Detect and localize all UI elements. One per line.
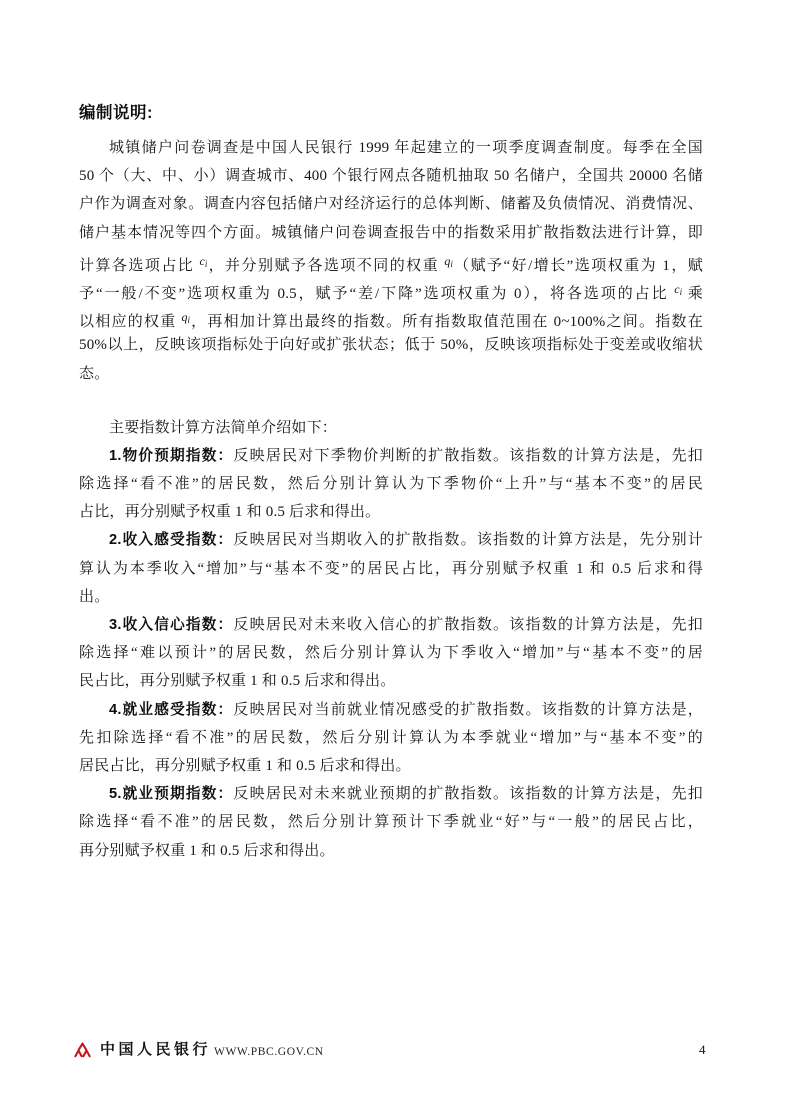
- text-line: 予“一般/不变”选项权重为 0.5，赋予“差/下降”选项权重为 0），将各选项的占比 $^{ci}$ 乘: [79, 281, 703, 302]
- item-employment-expectation: [79, 780, 703, 865]
- para-overview: [79, 134, 703, 388]
- text-line: 户作为调查对象。调查内容包括储户对经济运行的总体判断、储蓄及负债情况、消费情况、: [79, 196, 703, 213]
- item-price-expectation: [79, 442, 703, 527]
- text-line: 50%以上，反映该项指标处于向好或扩张状态；低于 50%，反映该项指标处于变差或收缩状: [79, 337, 703, 354]
- page-title: 编制说明:: [79, 104, 153, 122]
- math-variable: ci: [674, 281, 683, 297]
- math-variable: qi: [181, 310, 191, 326]
- text-line: 50 个（大、中、小）调查城市、400 个银行网点各随机抽取 50 名储户，全国共 20000 名储: [79, 168, 703, 185]
- item-income-confidence: [79, 611, 703, 696]
- text-line: 态。: [79, 365, 110, 382]
- text-line: 出。: [79, 588, 110, 605]
- item-employment-perception: [79, 696, 703, 781]
- text-line: 算认为本季收入“增加”与“基本不变”的居民占比，再分别赋予权重 1 和 0.5 后求和得: [79, 560, 703, 577]
- text-line: 居民占比，再分别赋予权重 1 和 0.5 后求和得出。: [79, 757, 411, 774]
- math-variable: qi: [444, 253, 453, 269]
- text-line: 2.收入感受指数：反映居民对当期收入的扩散指数。该指数的计算方法是，先分别计: [109, 532, 703, 549]
- math-variable: ci: [199, 253, 208, 269]
- para-methods-intro: [79, 414, 703, 442]
- text-line: 4.就业感受指数：反映居民对当前就业情况感受的扩散指数。该指数的计算方法是，: [109, 701, 703, 718]
- pbc-logo-icon: [74, 1042, 91, 1058]
- bank-name: 中国人民银行: [100, 1042, 212, 1058]
- text-line: 除选择“看不准”的居民数，然后分别计算认为下季物价“上升”与“基本不变”的居民: [79, 476, 703, 493]
- page-footer: [0, 1040, 787, 1064]
- text-line: 计算各选项占比 $^{ci}$，并分别赋予各选项不同的权重 $^{qi}$（赋予“好/增长”选项权重为 1，赋: [79, 253, 703, 274]
- text-line: 3.收入信心指数：反映居民对未来收入信心的扩散指数。该指数的计算方法是，先扣: [109, 617, 703, 633]
- text-line: 1.物价预期指数：反映居民对下季物价判断的扩散指数。该指数的计算方法是，先扣: [109, 447, 703, 464]
- text-line: 除选择“看不准”的居民数，然后分别计算预计下季就业“好”与“一般”的居民占比，: [79, 814, 703, 831]
- text-line: 储户基本情况等四个方面。城镇储户问卷调查报告中的指数采用扩散指数法进行计算，即: [79, 224, 703, 241]
- document-body: [79, 134, 703, 865]
- text-line: 再分别赋予权重 1 和 0.5 后求和得出。: [79, 842, 335, 859]
- text-line: 主要指数计算方法简单介绍如下：: [109, 419, 338, 436]
- text-line: 5.就业预期指数：反映居民对未来就业预期的扩散指数。该指数的计算方法是，先扣: [109, 786, 703, 803]
- website-url: WWW.PBC.GOV.CN: [214, 1046, 324, 1058]
- text-line: 占比，再分别赋予权重 1 和 0.5 后求和得出。: [79, 504, 381, 521]
- text-line: 除选择“难以预计”的居民数，然后分别计算认为下季收入“增加”与“基本不变”的居: [79, 645, 703, 662]
- text-line: 民占比，再分别赋予权重 1 和 0.5 后求和得出。: [79, 673, 396, 690]
- text-line: 先扣除选择“看不准”的居民数，然后分别计算认为本季就业“增加”与“基本不变”的: [79, 729, 703, 746]
- text-line: 城镇储户问卷调查是中国人民银行 1999 年起建立的一项季度调查制度。每季在全国: [109, 140, 703, 156]
- item-income-perception: [79, 526, 703, 611]
- page-number: 4: [699, 1042, 706, 1057]
- text-line: 以相应的权重 $^{qi}$，再相加计算出最终的指数。所有指数取值范围在 0~100%之间。指数在: [79, 310, 703, 331]
